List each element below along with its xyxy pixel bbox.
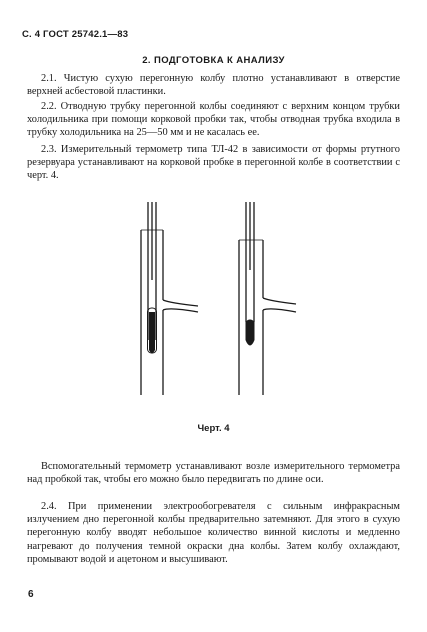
paragraph-2-4: 2.4. При применении электрообогревателя с сильным инфракрасным излучением дно перегонной колбы предварительно затемняют. Для этого в сухую перегонную колбу вводят небольшое количество винной кислоты и медленно нагревают до получения темной окраски дна колбы. Затем колбу охлаждают, промывают водой и ацетоном и высушивают.	[27, 501, 400, 565]
section-title: 2. ПОДГОТОВКА К АНАЛИЗУ	[142, 55, 285, 66]
paragraph-2-2: 2.2. Отводную трубку перегонной колбы соединяют с верхним концом трубки холодильника при помощи корковой пробки так, чтобы отводная трубка входила в трубку холодильника на 25—50 мм и не касалась ее.	[27, 101, 400, 139]
thermometer-variant-right	[239, 202, 296, 395]
page-header: С. 4 ГОСТ 25742.1—83	[22, 29, 129, 40]
paragraph-2-3: 2.3. Измерительный термометр типа ТЛ-42 в зависимости от формы ртутного резервуара устанавливают на корковой пробке в перегонной колбе в соответствии с черт. 4.	[27, 144, 400, 182]
thermometer-variant-left	[141, 202, 198, 395]
paragraph-aux-thermometer: Вспомогательный термометр устанавливают возле измерительного термометра над пробкой так, чтобы его можно было передвигать по длине оси.	[27, 461, 400, 486]
page-number: 6	[28, 589, 34, 600]
figure-caption: Черт. 4	[197, 423, 230, 434]
paragraph-2-1: 2.1. Чистую сухую перегонную колбу плотно устанавливают в отверстие верхней асбестовой пластинки.	[27, 73, 400, 98]
flask-thermometer-figure	[118, 200, 298, 415]
